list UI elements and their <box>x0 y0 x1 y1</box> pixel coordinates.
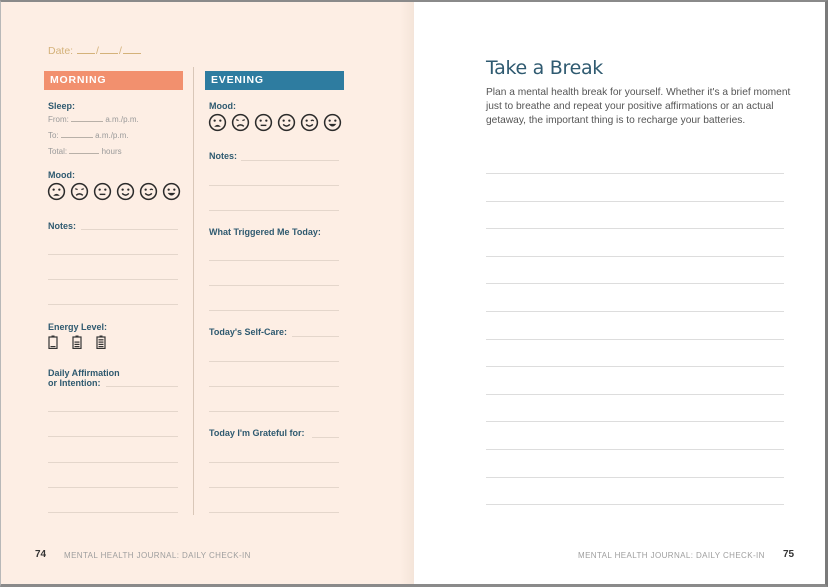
writing-line[interactable] <box>486 201 784 202</box>
affirmation-line[interactable] <box>106 386 178 387</box>
date-month-blank[interactable] <box>77 44 95 54</box>
sleep-from-unit: a.m./p.m. <box>105 115 139 124</box>
sleep-to-unit: a.m./p.m. <box>95 131 129 140</box>
wink-face-icon[interactable] <box>139 182 158 201</box>
battery-medium-icon[interactable] <box>72 335 82 349</box>
sleep-label: Sleep: <box>48 101 76 111</box>
writing-line[interactable] <box>486 339 784 340</box>
writing-line[interactable] <box>486 256 784 257</box>
intro-paragraph: Plan a mental health break for yourself. Whether it's a brief moment just to breathe and repeat your positive affirmations or an actual getaway, the important thing is to recharge your batteries. <box>486 87 791 126</box>
writing-line[interactable] <box>486 173 784 174</box>
self-care-line[interactable] <box>209 411 339 412</box>
grateful-label: Today I'm Grateful for: <box>209 428 305 438</box>
self-care-line[interactable] <box>292 336 339 337</box>
battery-low-icon[interactable] <box>48 335 58 349</box>
date-separator: / <box>118 45 122 57</box>
neutral-face-icon[interactable] <box>254 113 273 132</box>
writing-line[interactable] <box>486 421 784 422</box>
affirmation-label: Daily Affirmation <box>48 368 120 378</box>
page-title: Take a Break <box>486 57 604 79</box>
morning-notes-label: Notes: <box>48 221 77 231</box>
date-field[interactable] <box>48 44 142 57</box>
column-divider <box>193 67 194 515</box>
page-number-left: 74 <box>35 549 47 560</box>
sleep-from-label: From: <box>48 115 69 124</box>
evening-header: EVENING <box>205 71 344 90</box>
running-title-left: MENTAL HEALTH JOURNAL: DAILY CHECK-IN <box>64 551 251 560</box>
self-care-line[interactable] <box>209 386 339 387</box>
page-number-right: 75 <box>783 549 795 560</box>
happy-face-icon[interactable] <box>323 113 342 132</box>
writing-line[interactable] <box>486 228 784 229</box>
date-separator: / <box>96 45 99 57</box>
affirmation-line[interactable] <box>48 411 178 412</box>
sleep-total-unit: hours <box>101 147 122 156</box>
grateful-line[interactable] <box>209 487 339 488</box>
grateful-line[interactable] <box>312 437 339 438</box>
affirmation-line[interactable] <box>48 462 178 463</box>
evening-notes-label: Notes: <box>209 151 238 161</box>
slight-smile-face-icon[interactable] <box>277 113 296 132</box>
sleep-from-blank[interactable] <box>71 114 103 122</box>
writing-line[interactable] <box>486 283 784 284</box>
energy-level-label: Energy Level: <box>48 322 108 332</box>
very-sad-face-icon[interactable] <box>208 113 227 132</box>
affirmation-line[interactable] <box>48 436 178 437</box>
sleep-from-field[interactable] <box>48 114 139 124</box>
sleep-to-field[interactable] <box>48 130 128 140</box>
running-title-right: MENTAL HEALTH JOURNAL: DAILY CHECK-IN <box>578 551 765 560</box>
writing-line[interactable] <box>486 477 784 478</box>
morning-mood-selector <box>47 182 181 201</box>
affirmation-label-2: or Intention: <box>48 378 101 388</box>
triggered-line[interactable] <box>209 285 339 286</box>
sad-face-icon[interactable] <box>231 113 250 132</box>
grateful-line[interactable] <box>209 512 339 513</box>
sleep-to-label: To: <box>48 131 59 140</box>
evening-mood-label: Mood: <box>209 101 236 111</box>
writing-line[interactable] <box>486 366 784 367</box>
date-label: Date: <box>48 45 74 57</box>
very-sad-face-icon[interactable] <box>47 182 66 201</box>
affirmation-line[interactable] <box>48 487 178 488</box>
evening-notes-line[interactable] <box>241 160 339 161</box>
self-care-line[interactable] <box>209 361 339 362</box>
writing-line[interactable] <box>486 394 784 395</box>
triggered-label: What Triggered Me Today: <box>209 227 321 237</box>
battery-full-icon[interactable] <box>96 335 106 349</box>
evening-notes-line[interactable] <box>209 185 339 186</box>
morning-notes-line[interactable] <box>48 254 178 255</box>
triggered-line[interactable] <box>209 260 339 261</box>
energy-level-selector <box>48 335 106 349</box>
sleep-total-label: Total: <box>48 147 68 156</box>
evening-mood-selector <box>208 113 342 132</box>
self-care-label: Today's Self-Care: <box>209 327 287 337</box>
grateful-line[interactable] <box>209 462 339 463</box>
left-page <box>1 2 414 584</box>
sleep-total-field[interactable] <box>48 146 122 156</box>
morning-notes-line[interactable] <box>81 229 178 230</box>
affirmation-line[interactable] <box>48 512 178 513</box>
sleep-total-blank[interactable] <box>69 146 99 154</box>
writing-line[interactable] <box>486 449 784 450</box>
morning-notes-line[interactable] <box>48 279 178 280</box>
sad-face-icon[interactable] <box>70 182 89 201</box>
date-day-blank[interactable] <box>100 44 118 54</box>
neutral-face-icon[interactable] <box>93 182 112 201</box>
morning-header: MORNING <box>44 71 183 90</box>
writing-line[interactable] <box>486 504 784 505</box>
sleep-to-blank[interactable] <box>61 130 93 138</box>
happy-face-icon[interactable] <box>162 182 181 201</box>
evening-notes-line[interactable] <box>209 210 339 211</box>
wink-face-icon[interactable] <box>300 113 319 132</box>
slight-smile-face-icon[interactable] <box>116 182 135 201</box>
triggered-line[interactable] <box>209 310 339 311</box>
date-year-blank[interactable] <box>123 44 141 54</box>
writing-line[interactable] <box>486 311 784 312</box>
morning-notes-line[interactable] <box>48 304 178 305</box>
morning-mood-label: Mood: <box>48 170 75 180</box>
